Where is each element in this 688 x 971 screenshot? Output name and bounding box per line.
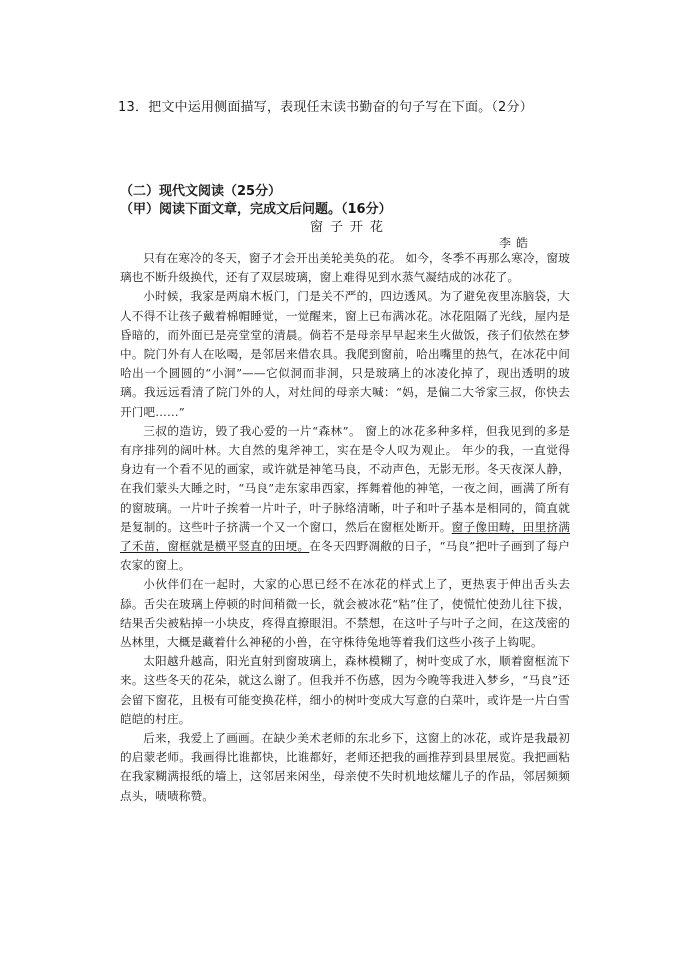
paragraph-1: 只有在寒冷的冬天，窗子才会开出美轮美奂的花。 如今，冬季不再那么寒冷，窗玻璃也不断升级换代，还有了双层玻璃，窗上难得见到水蒸气凝结成的冰花了。	[120, 251, 570, 285]
paragraph-2: 小时候，我家是两扇木板门，门是关不严的，四边透风。为了避免夜里冻脑袋，大人不得不让孩子戴着棉帽睡觉，一觉醒来，窗上已布满冰花。冰花阻隔了光线，屋内是昏暗的，而外面已是亮堂堂的清晨。倘若不是母亲早早起来生火做饭，孩子们依然在梦中。院门外有人在吆喝，是邻居来借农具。我爬到窗前，哈出嘴里的热气，在冰花中间哈出一个圆圆的“小洞”——它似洞而非洞，只是玻璃上的冰凌化掉了，现出透明的玻璃。我远远看清了院门外的人，对灶间的母亲大喊：“妈，是偏二大爷家三叔，你快去开门吧……”	[120, 289, 570, 419]
article-author: 李皓	[499, 236, 534, 250]
question-13: 13．把文中运用侧面描写，表现任末读书勤奋的句子写在下面。（2分）	[118, 100, 533, 115]
underlined-sentence: 窗子像田畴，田里挤满了禾苗，窗框就是横平竖直的田埂。	[120, 519, 570, 554]
paragraph-3-text-b: 在冬天四野凋敝的日子，“马良”把叶子画到了每户农家的窗上。	[120, 539, 570, 573]
paragraph-4: 小伙伴们在一起时，大家的心思已经不在冰花的样式上了，更热衷于伸出舌头去舔。舌尖在玻璃上停顿的时间稍微一长，就会被冰花“粘”住了，使慌忙使劲儿往下拔，结果舌尖被粘掉一小块皮，疼得直撩眼泪。不禁想，在这叶子与叶子之间，在这茂密的丛林里，大概是藏着什么神秘的小兽，在守株待兔地等着我们这些小孩子上钩呢。	[120, 577, 570, 650]
section-heading-modern-reading: （二）现代文阅读（25分）	[120, 184, 282, 199]
article-body	[120, 249, 570, 806]
paragraph-6: 后来，我爱上了画画。在缺少美术老师的东北乡下，这窗上的冰花，或许是我最初的启蒙老师。我画得比谁都快，比谁都好，老师还把我的画推荐到县里展览。我把画粘在我家糊满报纸的墙上，这邻居来闲坐，母亲使不失时机地炫耀儿子的作品，邻居频频点头，啧啧称赞。	[120, 731, 570, 803]
section-heading-part-a: （甲）阅读下面文章，完成文后问题。（16分）	[120, 202, 392, 217]
paragraph-3-text-a: 三叔的造访，毁了我心爱的一片“森林”。 窗上的冰花多种多样，但我见到的多是有序排列的阔叶林。大自然的鬼斧神工，实在是令人叹为观止。 年少的我，一直觉得身边有一个看不见的画家，或许就是神笔马良，不动声色，无影无形。冬天夜深人静，在我们蒙头大睡之时，“马良”走东家串西家，挥舞着他的神笔，一夜之间，画满了所有的窗玻璃。一片叶子挨着一片叶子，叶子脉络清晰，叶子和叶子基本是相同的，简直就是复制的。这些叶子挤满一个又一个窗口，然后在窗框处断开。	[120, 423, 570, 534]
paragraph-5: 太阳越升越高，阳光直射到窗玻璃上，森林模糊了，树叶变成了水，顺着窗框流下来。这些冬天的花朵，就这么谢了。但我并不伤感，因为今晚等我进入梦乡，“马良”还会留下窗花，且极有可能变换花样，细小的树叶变成大写意的白菜叶，或许是一片白雪皑皑的村庄。	[120, 654, 570, 726]
article-title: 窗子开花	[309, 220, 390, 235]
paragraph-3	[120, 422, 570, 576]
